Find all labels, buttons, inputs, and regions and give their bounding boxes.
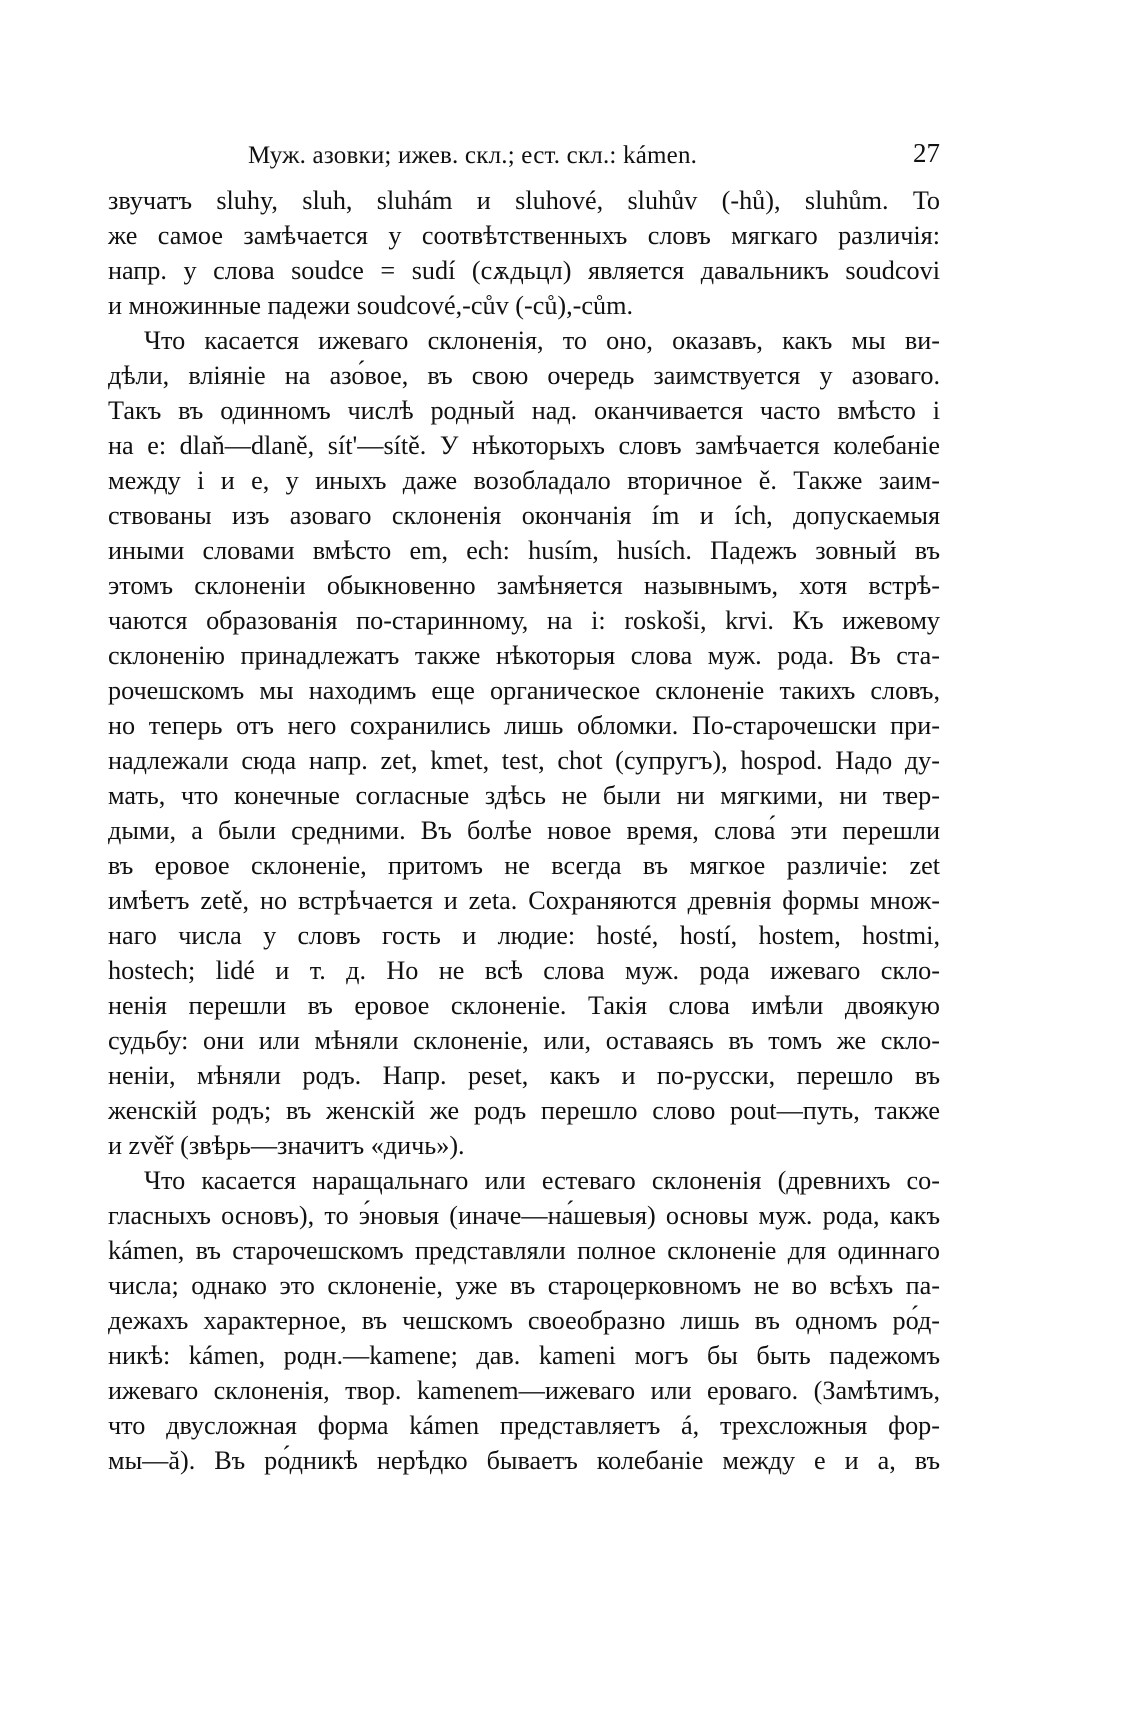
paragraph-3 bbox=[108, 1163, 940, 1478]
text-line: этомъ склоненіи обыкновенно замѣняется назывнымъ, хотя встрѣ- bbox=[108, 571, 940, 600]
text-line: наго числа у словъ гость и людие: hosté, hostí, hostem, hostmi, bbox=[108, 921, 940, 950]
text-line: между i и e, у иныхъ даже возобладало вторичное ě. Также заим- bbox=[108, 466, 940, 495]
text-line: имѣетъ zetě, но встрѣчается и zeta. Сохраняются древнія формы множ- bbox=[108, 886, 940, 915]
text-line: но теперь отъ него сохранились лишь обломки. По-старочешски при- bbox=[108, 711, 940, 740]
text-line: ненія перешли въ еровое склоненіе. Такія слова имѣли двоякую bbox=[108, 991, 940, 1020]
text-line: гласныхъ основъ), то э́новыя (иначе—на́шевыя) основы муж. рода, какъ bbox=[108, 1201, 940, 1230]
text-line: женскій родъ; въ женскій же родъ перешло слово pout—путь, также bbox=[108, 1096, 940, 1125]
text-line: никѣ: kámen, родн.—kamene; дав. kameni могъ бы быть падежомъ bbox=[108, 1341, 940, 1370]
text-line: Что касается ижеваго склоненія, то оно, оказавъ, какъ мы ви- bbox=[144, 326, 940, 355]
text-line: мать, что конечные согласные здѣсь не были ни мягкими, ни твер- bbox=[108, 781, 940, 810]
text-line: что двусложная форма kámen представляетъ á, трехсложныя фор- bbox=[108, 1411, 940, 1440]
text-line: и zvěř (звѣрь—значитъ «дичь»). bbox=[108, 1131, 465, 1160]
text-line: напр. у слова soudce = sudí (сѫдьцл) является давальникъ soudcovi bbox=[108, 256, 940, 285]
running-title: Муж. азовки; ижев. скл.; ест. скл.: kámen. bbox=[248, 142, 698, 169]
text-line: Такъ въ одинномъ числѣ родный над. оканчивается часто вмѣсто i bbox=[108, 396, 940, 425]
text-line: дыми, а были средними. Въ болѣе новое время, слова́ эти перешли bbox=[108, 816, 940, 845]
text-line: дежахъ характерное, въ чешскомъ своеобразно лишь въ одномъ ро́д- bbox=[108, 1306, 940, 1335]
text-line: и множинные падежи soudcové,-cův (-ců),-cům. bbox=[108, 291, 634, 320]
text-line: же самое замѣчается у соотвѣтственныхъ словъ мягкаго различія: bbox=[108, 221, 940, 250]
paragraph-1 bbox=[108, 183, 940, 323]
text-line: неніи, мѣняли родъ. Напр. peset, какъ и по-русски, перешло въ bbox=[108, 1061, 940, 1090]
text-line: иными словами вмѣсто em, ech: husím, husích. Падежъ зовный въ bbox=[108, 536, 940, 565]
text-line: въ еровое склоненіе, притомъ не всегда въ мягкое различіе: zet bbox=[108, 851, 940, 880]
page bbox=[108, 138, 940, 1478]
text-line: чаются образованія по-старинному, на i: roskoši, krvi. Къ ижевому bbox=[108, 606, 940, 635]
running-header bbox=[108, 138, 940, 178]
text-line: kámen, въ старочешскомъ представляли полное склоненіе для одиннаго bbox=[108, 1236, 940, 1265]
text-line: ижеваго склоненія, твор. kamenem—ижеваго или ероваго. (Замѣтимъ, bbox=[108, 1376, 940, 1405]
text-line: числа; однако это склоненіе, уже въ староцерковномъ не во всѣхъ па- bbox=[108, 1271, 940, 1300]
paragraph-2 bbox=[108, 323, 940, 1163]
text-line: звучатъ sluhy, sluh, sluhám и sluhové, sluhův (-hů), sluhům. То bbox=[108, 186, 940, 215]
text-line: дѣли, вліяніе на азо́вое, въ свою очередь заимствуется у азоваго. bbox=[108, 361, 940, 390]
text-line: судьбу: они или мѣняли склоненіе, или, оставаясь въ томъ же скло- bbox=[108, 1026, 940, 1055]
text-line: hostech; lidé и т. д. Но не всѣ слова муж. рода ижеваго скло- bbox=[108, 956, 940, 985]
text-line: на e: dlaň—dlaně, sít'—sítě. У нѣкоторыхъ словъ замѣчается колебаніе bbox=[108, 431, 940, 460]
text-line: Что касается наращальнаго или естеваго склоненія (древнихъ со- bbox=[144, 1166, 940, 1195]
text-line: мы—ă). Въ ро́дникѣ нерѣдко бываетъ колебаніе между e и a, въ bbox=[108, 1446, 940, 1475]
text-line: рочешскомъ мы находимъ еще органическое склоненіе такихъ словъ, bbox=[108, 676, 940, 705]
text-line: надлежали сюда напр. zet, kmet, test, chot (супругъ), hospod. Надо ду- bbox=[108, 746, 940, 775]
text-line: склоненію принадлежатъ также нѣкоторыя слова муж. рода. Въ ста- bbox=[108, 641, 940, 670]
page-number: 27 bbox=[913, 138, 940, 168]
text-line: ствованы изъ азоваго склоненія окончанія ím и ích, допускаемыя bbox=[108, 501, 940, 530]
